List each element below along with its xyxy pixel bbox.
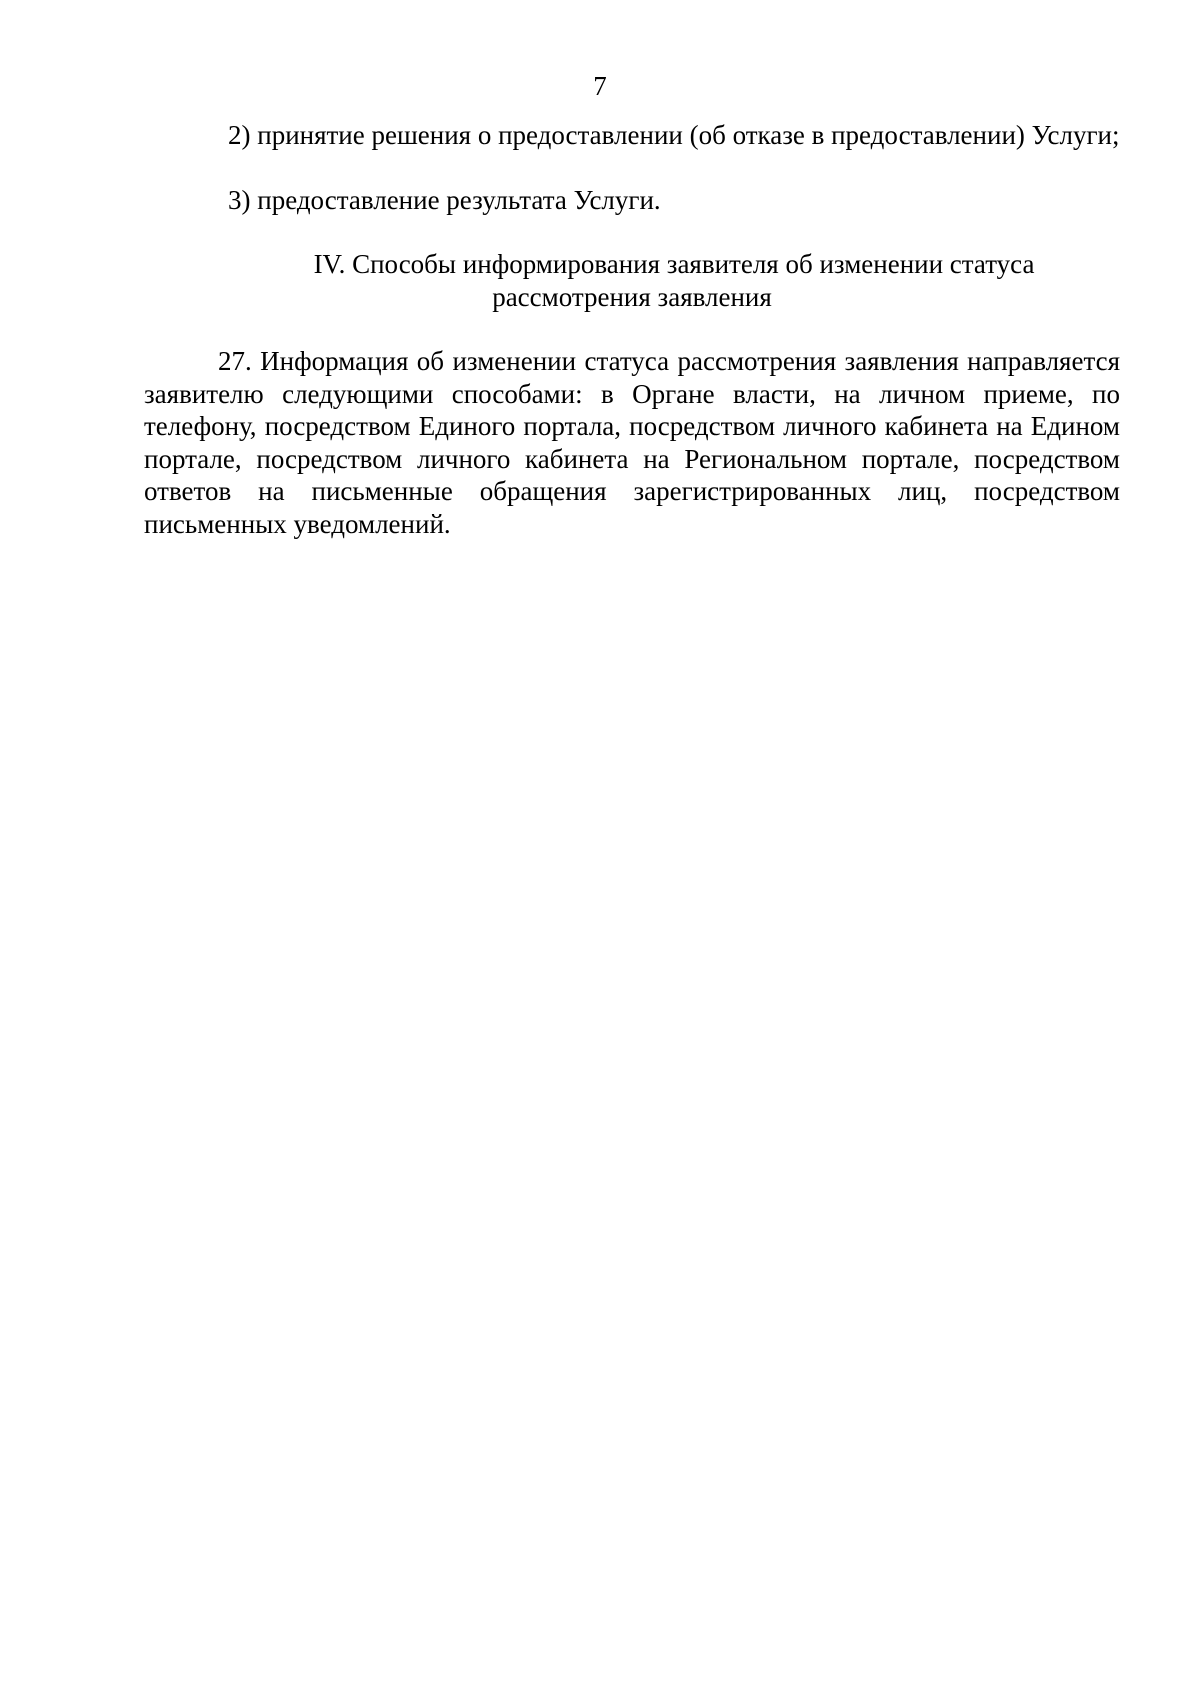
list-item-3-text: 3) предоставление результата Услуги. — [228, 185, 661, 215]
list-item-2 — [144, 119, 1120, 152]
paragraph-27-text: 27. Информация об изменении статуса рассмотрения заявления направляется заявителю следующими способами: в Органе власти, на личном приеме, по телефону, посредством Единого портала, посредством личного кабинета на Едином портале, посредством личного кабинета на Региональном портале, посредством ответов на письменные обращения зарегистрированных лиц, посредством письменных уведомлений. — [144, 346, 1120, 539]
list-item-3 — [144, 184, 1120, 217]
section-heading — [144, 248, 1120, 313]
paragraph-27 — [144, 345, 1120, 540]
section-heading-line-1: IV. Способы информирования заявителя об изменении статуса — [313, 249, 1035, 279]
list-item-2-text: 2) принятие решения о предоставлении (об отказе в предоставлении) Услуги; — [228, 120, 1120, 150]
page-number: 7 — [593, 71, 607, 101]
section-heading-line-2: рассмотрения заявления — [492, 281, 772, 312]
